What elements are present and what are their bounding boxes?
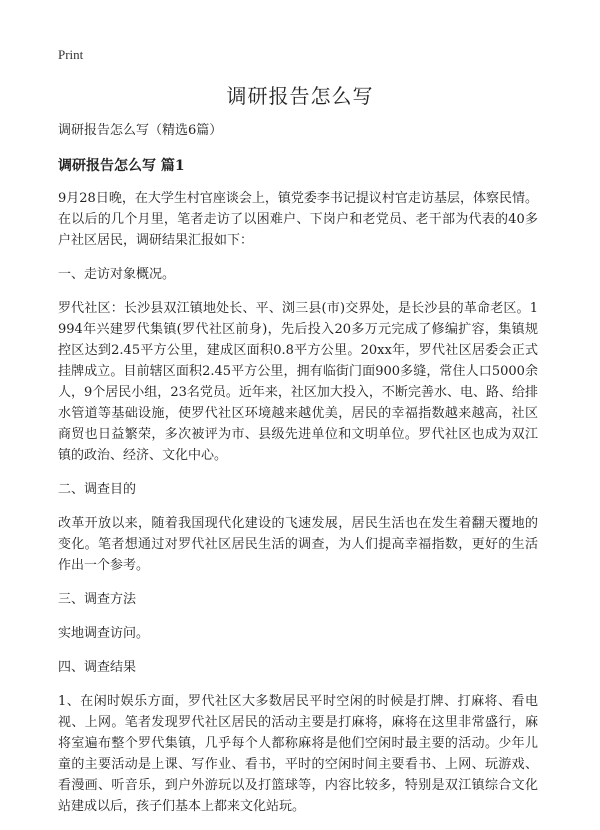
part3-paragraph: 实地调查访问。 — [58, 626, 150, 641]
document-title: 调研报告怎么写 — [226, 84, 374, 108]
print-link[interactable]: Print — [58, 47, 84, 62]
document-subtitle: 调研报告怎么写（精选6篇） — [58, 123, 223, 138]
part1-heading: 一、走访对象概况。 — [58, 267, 176, 282]
part4-paragraph: 1、在闲时娱乐方面，罗代社区大多数居民平时空闲的时候是打牌、打麻将、看电视、上网。笔者发现罗代社区居民的活动主要是打麻将，麻将在这里非常盛行，麻将室遍布整个罗代集镇，几乎每个人都称麻将是他们空闲时最主要的活动。少年儿童的主要活动是上课、写作业、看书，平时的空闲时间主要看书、上网、玩游戏、看漫画、听音乐，到户外游玩以及打篮球等，内容比较多，特别是双江镇综合文化站建成以后，孩子们基本上都来文化站玩。 — [58, 694, 538, 814]
part3-heading: 三、调查方法 — [58, 592, 137, 607]
intro-paragraph: 9月28日晚，在大学生村官座谈会上，镇党委李书记提议村官走访基层，体察民情。在以后的几个月里，笔者走访了以困难户、下岗户和老党员、老干部为代表的40多户社区居民，调研结果汇报如下： — [58, 191, 538, 248]
document-body — [58, 121, 538, 830]
part4-heading: 四、调查结果 — [58, 660, 137, 675]
part2-paragraph: 改革开放以来，随着我国现代化建设的飞速发展，居民生活也在发生着翻天覆地的变化。笔者想通过对罗代社区居民生活的调查，为人们提高幸福指数，更好的生活作出一个参考。 — [58, 516, 538, 573]
part2-heading: 二、调查目的 — [58, 482, 137, 497]
section-heading: 调研报告怎么写 篇1 — [58, 158, 185, 174]
part1-paragraph: 罗代社区：长沙县双江镇地处长、平、浏三县(市)交界处，是长沙县的革命老区。1994年兴建罗代集镇(罗代社区前身)，先后投入20多万元完成了修编扩容，集镇规控区达到2.45平方公里，建成区面积0.8平方公里。20xx年，罗代社区居委会正式挂牌成立。目前辖区面积2.45平方公里，拥有临街门面900多缝，常住人口5000余人，9个居民小组，23名党员。近年来，社区加大投入，不断完善水、电、路、给排水管道等基础设施，使罗代社区环境越来越优美，居民的幸福指数越来越高，社区商贸也日益繁荣，多次被评为市、县级先进单位和文明单位。罗代社区也成为双江镇的政治、经济、文化中心。 — [58, 301, 538, 463]
